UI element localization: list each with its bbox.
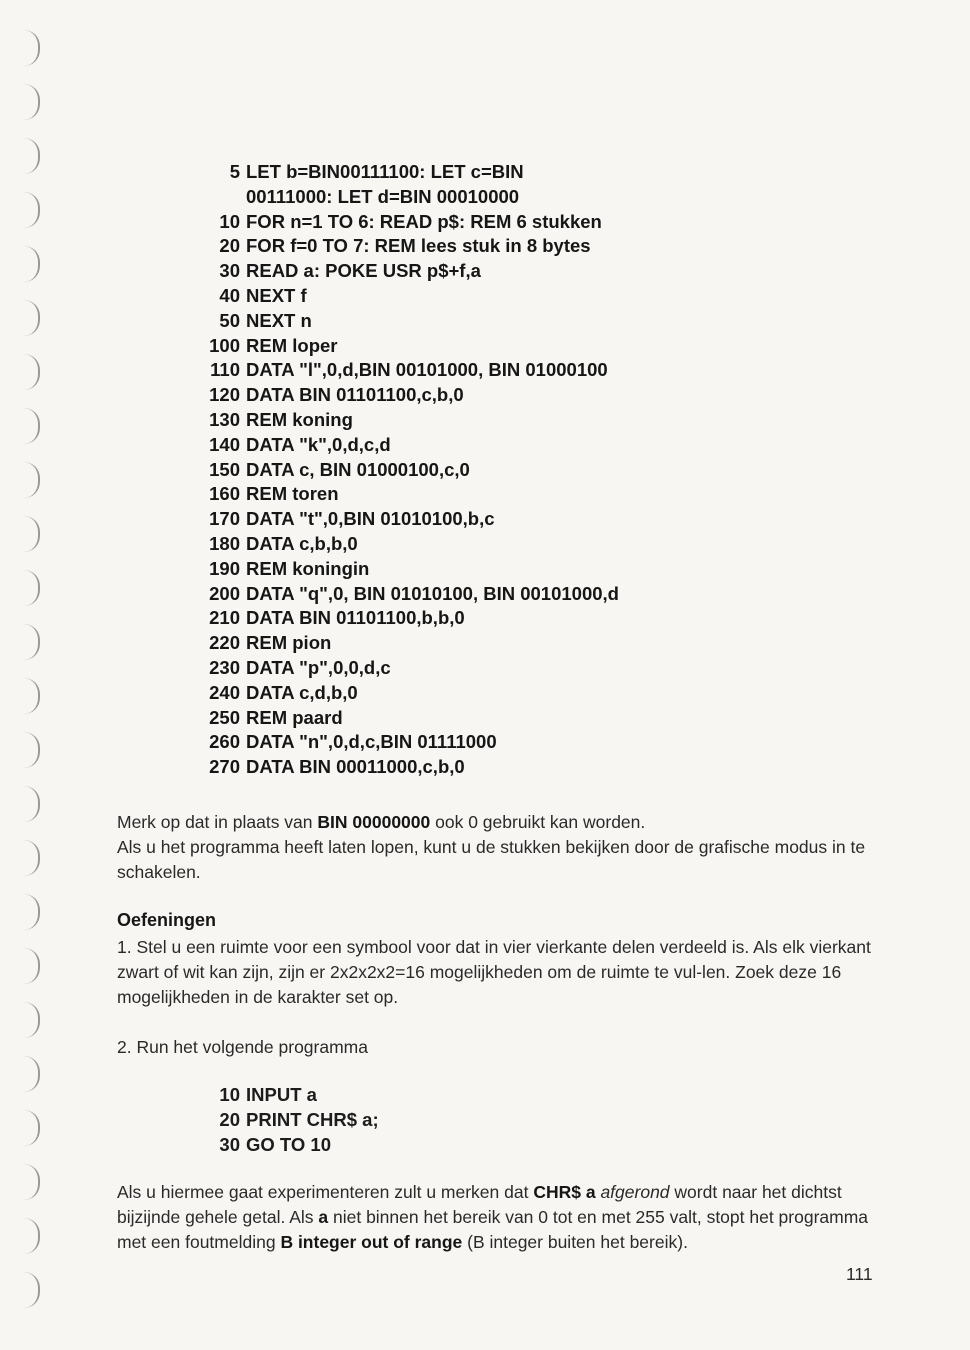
note-paragraph: Merk op dat in plaats van BIN 00000000 ook 0 gebruikt kan worden. — [117, 812, 646, 832]
code-text: DATA "k",0,d,c,d — [246, 433, 391, 455]
code-line — [140, 557, 760, 582]
line-number: 20 — [219, 1108, 240, 1130]
code-text: DATA "p",0,0,d,c — [246, 656, 391, 678]
code-text: DATA "n",0,d,c,BIN 01111000 — [246, 731, 497, 753]
line-number: 150 — [209, 458, 240, 480]
code-line — [140, 582, 760, 607]
exercise-2: 2. Run het volgende programma — [117, 1037, 368, 1057]
line-number: 200 — [209, 582, 240, 604]
code-text: REM pion — [246, 632, 332, 654]
code-text: LET b=BIN00111100: LET c=BIN — [246, 161, 524, 182]
binding-ring — [22, 192, 40, 228]
code-line — [140, 482, 760, 507]
binding-ring — [22, 1002, 40, 1038]
code-line — [140, 309, 760, 334]
code-line — [140, 1083, 540, 1108]
code-text: REM toren — [246, 483, 339, 505]
line-number: 270 — [209, 756, 240, 778]
basic-program-listing — [140, 160, 760, 780]
page-number: 111 — [846, 1264, 873, 1284]
code-line — [140, 234, 760, 259]
code-text: INPUT a — [246, 1084, 317, 1105]
code-text: REM koningin — [246, 557, 370, 579]
code-text: DATA "l",0,d,BIN 00101000, BIN 01000100 — [246, 359, 608, 381]
code-text: READ a: POKE USR p$+f,a — [246, 260, 481, 282]
line-number: 10 — [219, 1084, 240, 1105]
line-number: 210 — [209, 607, 240, 629]
code-text: DATA c,d,b,0 — [246, 681, 358, 703]
line-number: 140 — [209, 433, 240, 455]
binding-ring — [22, 948, 40, 984]
code-line — [140, 458, 760, 483]
code-line — [140, 334, 760, 359]
code-line — [140, 606, 760, 631]
code-line — [140, 433, 760, 458]
binding-ring — [22, 732, 40, 768]
binding-ring — [22, 462, 40, 498]
line-number: 30 — [219, 260, 240, 282]
code-line — [140, 706, 760, 731]
binding-ring — [22, 354, 40, 390]
code-text: GO TO 10 — [246, 1133, 331, 1155]
line-number: 30 — [219, 1133, 240, 1155]
line-number: 230 — [209, 656, 240, 678]
binding-ring — [22, 894, 40, 930]
code-line — [140, 1133, 540, 1158]
line-number: 5 — [229, 161, 240, 182]
binding-ring — [22, 84, 40, 120]
code-text: NEXT n — [246, 309, 312, 331]
line-number: 20 — [219, 235, 240, 257]
binding-ring — [22, 1272, 40, 1308]
code-line — [140, 730, 760, 755]
code-text: DATA BIN 01101100,c,b,0 — [246, 384, 464, 406]
code-line — [140, 383, 760, 408]
binding-ring — [22, 408, 40, 444]
code-text: NEXT f — [246, 284, 307, 306]
line-number: 240 — [209, 681, 240, 703]
binding-ring — [22, 786, 40, 822]
line-number: 130 — [209, 408, 240, 430]
closing-paragraph: Als u hiermee gaat experimenteren zult u merken dat CHR$ a afgerond wordt naar het dichtst bijzijnde gehele getal. Als a niet binnen het bereik van 0 tot en met 255 valt, stopt het programma met een foutmelding B integer out of range (B integer buiten het bereik). — [117, 1182, 869, 1252]
code-line — [140, 160, 760, 185]
code-text: FOR f=0 TO 7: REM lees stuk in 8 bytes — [246, 235, 591, 257]
binding-ring — [22, 30, 40, 66]
line-number: 110 — [210, 359, 240, 381]
exercise-program-listing — [140, 1083, 540, 1157]
line-number: 100 — [209, 334, 240, 356]
code-line — [140, 408, 760, 433]
line-number: 170 — [209, 508, 240, 530]
code-line — [140, 358, 760, 383]
code-text: DATA c,b,b,0 — [246, 532, 358, 554]
code-text: DATA BIN 01101100,b,b,0 — [246, 607, 465, 629]
binding-ring — [22, 624, 40, 660]
binding-ring — [22, 1164, 40, 1200]
code-text: REM koning — [246, 408, 353, 430]
line-number: 250 — [209, 706, 240, 728]
binding-ring — [22, 1056, 40, 1092]
code-text: REM paard — [246, 706, 343, 728]
line-number: 160 — [209, 483, 240, 505]
binding-ring — [22, 678, 40, 714]
code-text: DATA "q",0, BIN 01010100, BIN 00101000,d — [246, 582, 619, 604]
code-text: DATA "t",0,BIN 01010100,b,c — [246, 508, 495, 530]
code-line — [140, 656, 760, 681]
code-line — [140, 210, 760, 235]
line-number: 50 — [219, 309, 240, 331]
code-line — [140, 532, 760, 557]
code-text: REM loper — [246, 334, 338, 356]
code-text: DATA BIN 00011000,c,b,0 — [246, 756, 465, 778]
binding-ring — [22, 246, 40, 282]
section-heading: Oefeningen — [117, 910, 217, 930]
binding-rings — [22, 30, 52, 1330]
code-line — [140, 681, 760, 706]
line-number: 10 — [219, 210, 240, 232]
line-number: 120 — [209, 384, 240, 406]
line-number: 220 — [209, 632, 240, 654]
binding-ring — [22, 138, 40, 174]
line-number: 180 — [209, 532, 240, 554]
code-text: DATA c, BIN 01000100,c,0 — [246, 458, 470, 480]
line-number: 260 — [209, 731, 240, 753]
binding-ring — [22, 1218, 40, 1254]
line-number: 40 — [219, 284, 240, 306]
code-line — [140, 185, 760, 210]
code-text: PRINT CHR$ a; — [246, 1108, 379, 1130]
code-line — [140, 631, 760, 656]
line-number: 190 — [209, 557, 240, 579]
code-text: 00111000: LET d=BIN 00010000 — [246, 185, 520, 207]
code-line — [140, 1108, 540, 1133]
explanation-paragraph: Als u het programma heeft laten lopen, kunt u de stukken bekijken door de grafische modus in te schakelen. — [117, 837, 866, 882]
code-line — [140, 284, 760, 309]
binding-ring — [22, 840, 40, 876]
code-text: FOR n=1 TO 6: READ p$: REM 6 stukken — [246, 210, 602, 232]
binding-ring — [22, 1110, 40, 1146]
code-line — [140, 259, 760, 284]
binding-ring — [22, 300, 40, 336]
binding-ring — [22, 570, 40, 606]
code-line — [140, 755, 760, 780]
binding-ring — [22, 516, 40, 552]
code-line — [140, 507, 760, 532]
exercise-1: 1. Stel u een ruimte voor een symbool voor dat in vier vierkante delen verdeeld is. Als elk vierkant zwart of wit kan zijn, zijn er 2x2x2x2=16 mogelijkheden om de ruimte te vul-len. Zoek deze 16 mogelijkheden in de karakter set op. — [117, 937, 871, 1007]
